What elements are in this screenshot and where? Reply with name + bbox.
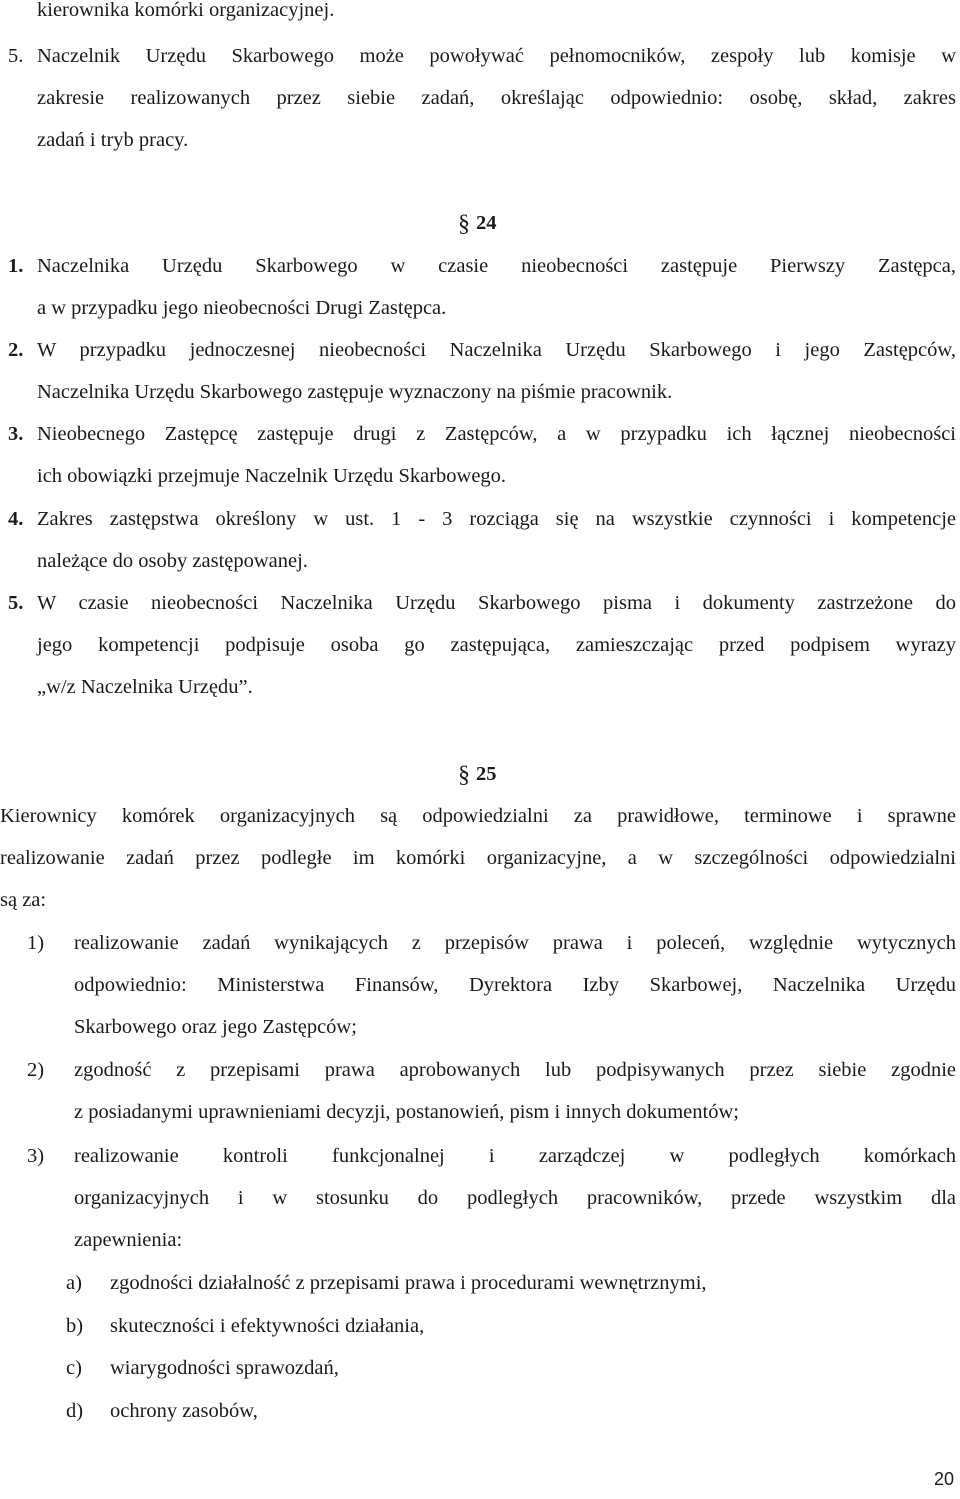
list-number: 5. xyxy=(8,45,24,67)
sublist-letter: a) xyxy=(66,1272,82,1294)
page-number: 20 xyxy=(933,1469,954,1489)
section-heading-25 xyxy=(458,763,497,787)
section-number: 25 xyxy=(476,763,497,785)
list-item-line: W czasie nieobecności Naczelnika Urzędu Skarbowego pisma i dokumenty zastrzeżone do xyxy=(37,592,956,614)
list-item-line: z posiadanymi uprawnieniami decyzji, postanowień, pism i innych dokumentów; xyxy=(74,1101,739,1123)
section-heading-24 xyxy=(458,212,497,236)
sublist-letter: b) xyxy=(66,1315,84,1337)
list-item-line: należące do osoby zastępowanej. xyxy=(37,550,308,572)
list-item-line: Skarbowego oraz jego Zastępców; xyxy=(74,1016,357,1038)
list-number: 1) xyxy=(27,932,45,954)
sublist-item: zgodności działalność z przepisami prawa i procedurami wewnętrznymi, xyxy=(110,1272,707,1294)
list-item-line: zapewnienia: xyxy=(74,1229,183,1251)
sublist-item: skuteczności i efektywności działania, xyxy=(110,1315,425,1337)
list-item-line: odpowiednio: Ministerstwa Finansów, Dyrektora Izby Skarbowej, Naczelnika Urzędu xyxy=(74,974,956,996)
list-number: 1. xyxy=(8,255,24,277)
list-item-line: Naczelnika Urzędu Skarbowego w czasie nieobecności zastępuje Pierwszy Zastępca, xyxy=(37,255,956,277)
list-item-line: a w przypadku jego nieobecności Drugi Zastępca. xyxy=(37,297,447,319)
section-sign: § xyxy=(458,762,470,788)
paragraph-line: Kierownicy komórek organizacyjnych są odpowiedzialni za prawidłowe, terminowe i sprawne xyxy=(0,805,956,827)
list-item-line: jego kompetencji podpisuje osoba go zastępująca, zamieszczając przed podpisem wyrazy xyxy=(37,634,956,656)
list-item-line: „w/z Naczelnika Urzędu”. xyxy=(37,676,253,698)
list-item-line: Nieobecnego Zastępcę zastępuje drugi z Zastępców, a w przypadku ich łącznej nieobecności xyxy=(37,423,956,445)
paragraph-line: realizowanie zadań przez podległe im komórki organizacyjne, a w szczególności odpowiedzialni xyxy=(0,847,956,869)
section-number: 24 xyxy=(476,212,497,234)
list-number: 3) xyxy=(27,1145,45,1167)
list-number: 2. xyxy=(8,339,24,361)
list-item-line: realizowanie zadań wynikających z przepisów prawa i poleceń, względnie wytycznych xyxy=(74,932,956,954)
list-number: 5. xyxy=(8,592,24,614)
paragraph-line: Naczelnik Urzędu Skarbowego może powoływać pełnomocników, zespoły lub komisje w xyxy=(37,45,956,67)
list-item-line: Naczelnika Urzędu Skarbowego zastępuje wyznaczony na piśmie pracownik. xyxy=(37,381,673,403)
paragraph-line: zakresie realizowanych przez siebie zadań, określając odpowiednio: osobę, skład, zakres xyxy=(37,87,956,109)
sublist-letter: d) xyxy=(66,1400,84,1422)
sublist-item: wiarygodności sprawozdań, xyxy=(110,1357,339,1379)
section-sign: § xyxy=(458,211,470,237)
continuation-text: kierownika komórki organizacyjnej. xyxy=(37,0,335,21)
list-number: 2) xyxy=(27,1059,45,1081)
list-number: 4. xyxy=(8,508,24,530)
list-item-line: ich obowiązki przejmuje Naczelnik Urzędu Skarbowego. xyxy=(37,465,507,487)
list-item-line: organizacyjnych i w stosunku do podległych pracowników, przede wszystkim dla xyxy=(74,1187,956,1209)
list-number: 3. xyxy=(8,423,24,445)
paragraph-line: są za: xyxy=(0,889,47,911)
paragraph-line: zadań i tryb pracy. xyxy=(37,129,189,151)
sublist-letter: c) xyxy=(66,1357,82,1379)
list-item-line: Zakres zastępstwa określony w ust. 1 - 3 rozciąga się na wszystkie czynności i kompetencje xyxy=(37,508,956,530)
sublist-item: ochrony zasobów, xyxy=(110,1400,258,1422)
list-item-line: W przypadku jednoczesnej nieobecności Naczelnika Urzędu Skarbowego i jego Zastępców, xyxy=(37,339,956,361)
list-item-line: realizowanie kontroli funkcjonalnej i zarządczej w podległych komórkach xyxy=(74,1145,956,1167)
list-item-line: zgodność z przepisami prawa aprobowanych lub podpisywanych przez siebie zgodnie xyxy=(74,1059,956,1081)
